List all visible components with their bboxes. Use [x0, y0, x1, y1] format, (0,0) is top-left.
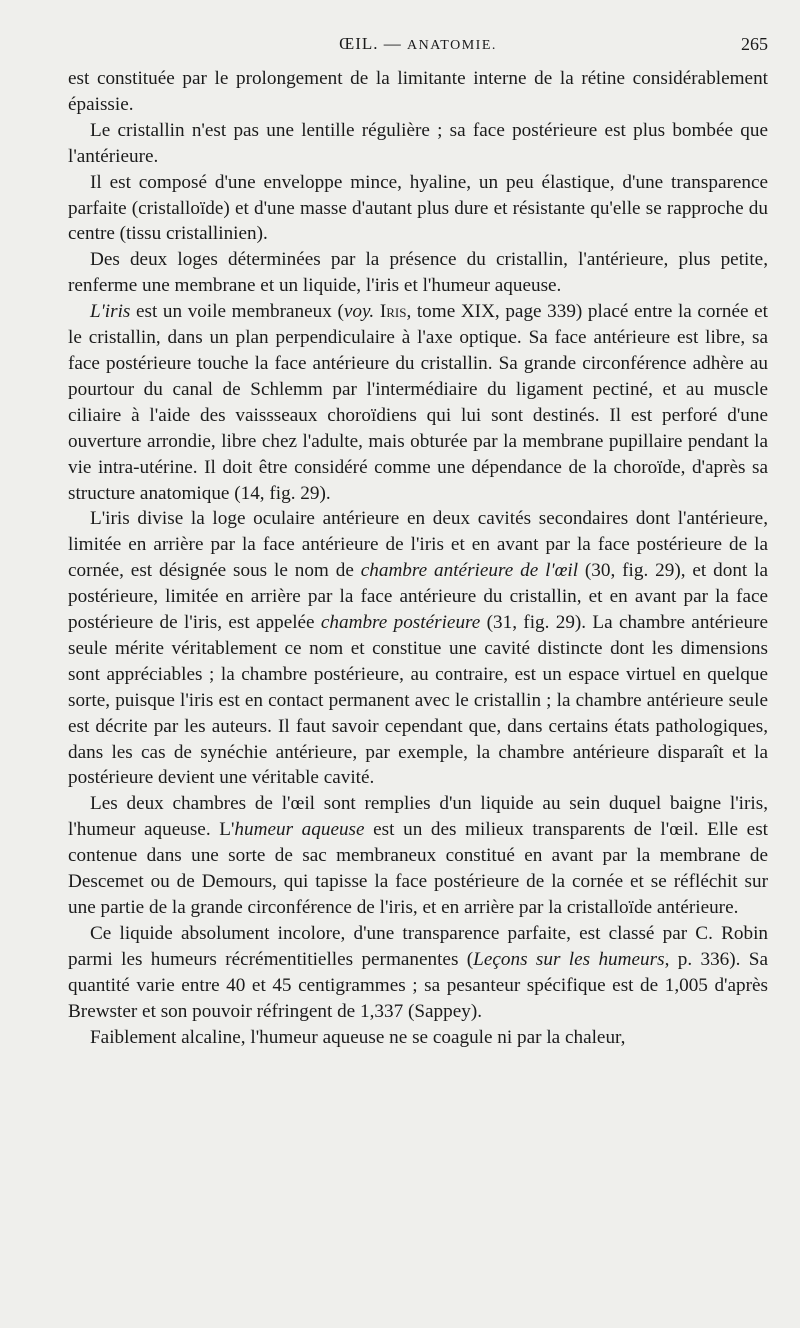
text-run: est un voile membraneux ( — [130, 301, 344, 323]
header-dash: — — [378, 34, 408, 53]
text-run: est un des milieux transparents de l'œil. Elle est contenue dans une sorte de sac membraneux constitué en avant par la membrane de Descemet ou de Demours, qui tapisse la face postérieure de la cornée et se réfléchit sur une partie de la grande circonférence de l'iris, et en arrière par la cristalloïde antérieure. — [68, 819, 768, 918]
italic-text: humeur aqueuse — [234, 819, 365, 841]
text-run: est constituée par le prolongement de la limitante interne de la rétine considérablement épaissie. — [68, 68, 768, 115]
italic-text: voy. — [343, 301, 375, 323]
text-run: Le cristallin n'est pas une lentille régulière ; sa face postérieure est plus bombée que l'antérieure. — [68, 119, 768, 167]
text-run: Les deux chambres de l'œil sont remplies d'un liquide au sein duquel baigne l'iris, l'humeur aqueuse. L' — [68, 793, 768, 841]
italic-text: chambre postérieure — [320, 612, 481, 634]
text-run: L'iris divise la loge oculaire antérieure en deux cavités secondaires dont l'antérieure, limitée en arrière par la face antérieure de l'iris et en avant par la face postérieure de la cornée, est désignée sous le nom de — [68, 508, 768, 582]
text-run: , tome XIX, page 339) placé entre la cornée et le cristallin, dans un plan perpendiculaire à l'axe optique. Sa face antérieure est libre, sa face postérieure touche la face antérieure du cristallin. Sa grande circonférence adhère au pourtour du canal de Schlemm par l'intermédiaire du ligament pectiné, et au muscle ciliaire à l'aide des vaissseaux choroïdiens qui lui sont destinés. Il est perforé d'une ouverture arrondie, libre chez l'adulte, mais obturée par la membrane pupillaire pendant la vie intra-utérine. Il doit être considéré comme une dépendance de la choroïde, d'après sa structure anatomique (14, fig. 29). — [68, 301, 768, 504]
header-subtitle: ANATOMIE. — [407, 38, 497, 53]
page-number: 265 — [741, 34, 768, 54]
text-run: Des deux loges déterminées par la présence du cristallin, l'antérieure, plus petite, renferme une membrane et un liquide, l'iris et l'humeur aqueuse. — [68, 249, 768, 297]
body-text — [68, 66, 768, 1050]
text-run: (31, fig. 29). La chambre antérieure seule mérite véritablement ce nom et constitue une cavité distincte dont les dimensions sont appréciables ; la chambre postérieure, au contraire, est un espace virtuel en quelque sorte, puisque l'iris est en contact permanent avec le cristallin ; la chambre antérieure seule est décrite par les auteurs. Il faut savoir cependant que, dans certains états pathologiques, dans les cas de synéchie antérieure, par exemple, la chambre antérieure disparaît et la postérieure devient une véritable cavité. — [68, 612, 768, 789]
italic-text: chambre antérieure de l'œil — [360, 560, 579, 582]
paragraph — [68, 506, 768, 791]
paragraph — [68, 170, 768, 248]
paragraph — [68, 118, 768, 170]
text-run: (30, fig. 29), et dont la postérieure, limitée en arrière par la face antérieure du cristallin, et en avant par la face postérieure de l'iris, est appelée — [68, 560, 768, 634]
paragraph — [68, 66, 768, 118]
text-run: Faiblement alcaline, l'humeur aqueuse ne se coagule ni par la chaleur, — [90, 1026, 626, 1048]
paragraph — [68, 247, 768, 299]
paragraph — [68, 921, 768, 1025]
paragraph — [68, 791, 768, 921]
text-run: Ce liquide absolument incolore, d'une transparence parfaite, est classé par C. Robin parmi les humeurs récrémentitielles permanentes ( — [68, 922, 768, 970]
italic-text: Leçons sur les humeurs — [473, 948, 665, 970]
small-caps-text: Iris — [379, 301, 407, 323]
text-run: Il est composé d'une enveloppe mince, hyaline, un peu élastique, d'une transparence parfaite (cristalloïde) et d'une masse d'autant plus dure et résistante qu'elle se rapproche du centre (tissu cristallinien). — [68, 171, 768, 245]
text-run: , p. 336). Sa quantité varie entre 40 et 45 centigrammes ; sa pesanteur spécifique est de 1,005 d'après Brewster et son pouvoir réfringent de 1,337 (Sappey). — [68, 948, 768, 1022]
italic-text: iris — [104, 301, 131, 323]
running-title — [68, 34, 768, 54]
running-header — [68, 34, 768, 62]
paragraph — [68, 1025, 768, 1051]
header-title: ŒIL. — [339, 34, 379, 53]
paragraph — [68, 299, 768, 506]
italic-text: L' — [90, 301, 105, 323]
